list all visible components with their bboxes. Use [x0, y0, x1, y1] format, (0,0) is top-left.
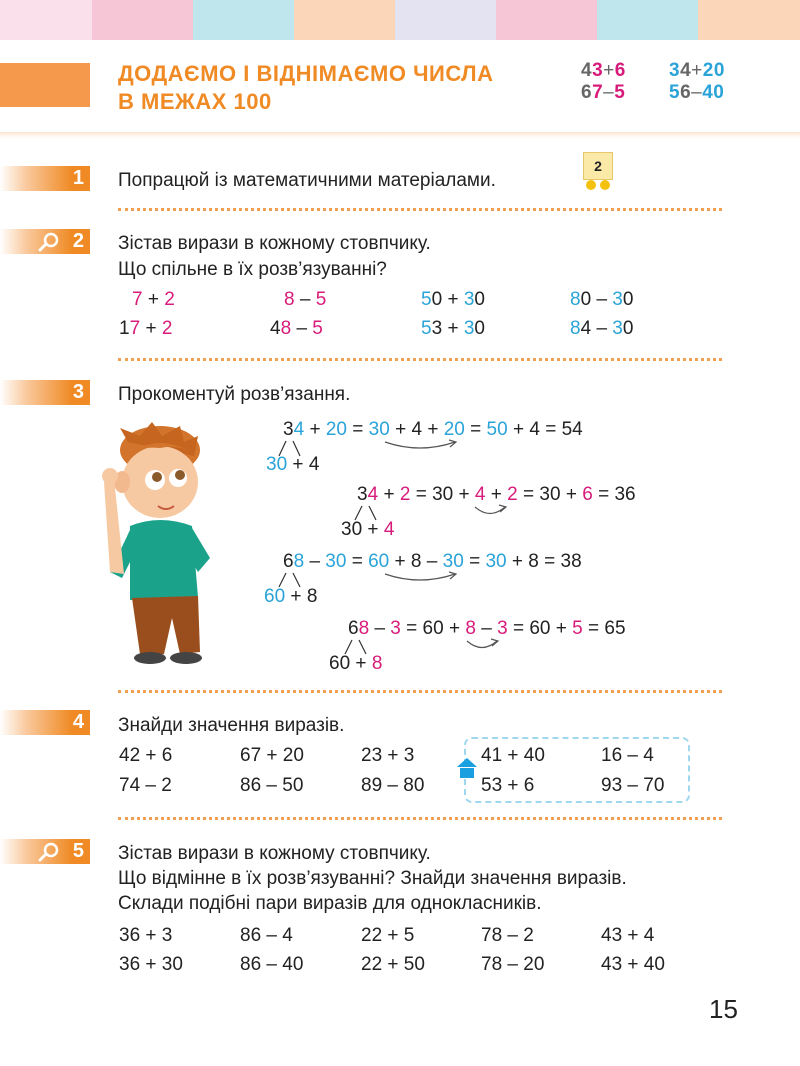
task-1-number: 1 — [72, 167, 84, 189]
task-4-tab — [0, 710, 90, 735]
task-2-number: 2 — [72, 230, 84, 252]
task-4-expr: 16 – 4 — [601, 745, 654, 766]
task-5-expr: 22 + 50 — [361, 954, 425, 975]
task-2-expr-r1c1: 7 + 2 — [132, 289, 175, 310]
task-3-split-3: 60 + 8 — [264, 586, 318, 607]
task-1-text: Попрацюй із математичними матеріалами. — [118, 170, 496, 191]
page-number: 15 — [709, 994, 738, 1024]
task-3-number: 3 — [72, 381, 84, 403]
task-5-expr: 43 + 40 — [601, 954, 665, 975]
divider — [118, 817, 722, 820]
title-line-1: ДОДАЄМО І ВІДНІМАЄМО ЧИСЛА — [118, 61, 494, 86]
task-4-expr: 93 – 70 — [601, 775, 665, 796]
task-4-expr: 41 + 40 — [481, 745, 545, 766]
task-2-expr-r1c2: 8 – 5 — [284, 289, 327, 310]
task-2-expr-r1c3: 50 + 30 — [421, 289, 485, 310]
task-5-expr: 78 – 2 — [481, 925, 534, 946]
task-4-expr: 89 – 80 — [361, 775, 425, 796]
header-example-2: 67–5 — [581, 82, 626, 103]
task-2-expr-r1c4: 80 – 30 — [570, 289, 634, 310]
task-2-expr-r2c2: 48 – 5 — [270, 318, 323, 339]
header-example-4: 56–40 — [669, 82, 725, 103]
house-icon — [456, 757, 478, 779]
task-5-expr: 86 – 40 — [240, 954, 304, 975]
task-5-expr: 78 – 20 — [481, 954, 545, 975]
task-1-badge: 2 — [583, 152, 613, 180]
task-5-line-2: Що відмінне в їх розв’язуванні? Знайди значення виразів. — [118, 868, 627, 889]
task-3-equation-2: 34 + 2 = 30 + 4 + 2 = 30 + 6 = 36 — [357, 484, 636, 505]
task-2-expr-r2c3: 53 + 30 — [421, 318, 485, 339]
task-3-split-2: 30 + 4 — [341, 519, 395, 540]
task-4-expr: 74 – 2 — [119, 775, 172, 796]
divider — [118, 690, 722, 693]
task-5-number: 5 — [72, 840, 84, 862]
task-2-line-1: Зістав вирази в кожному стовпчику. — [118, 233, 431, 254]
task-2-line-2: Що спільне в їх розв’язуванні? — [118, 259, 387, 280]
task-5-line-1: Зістав вирази в кожному стовпчику. — [118, 843, 431, 864]
task-2-expr-r2c1: 17 + 2 — [119, 318, 173, 339]
task-4-expr: 42 + 6 — [119, 745, 173, 766]
task-3-equation-3: 68 – 30 = 60 + 8 – 30 = 30 + 8 = 38 — [283, 551, 582, 572]
task-5-expr: 36 + 3 — [119, 925, 173, 946]
task-5-expr: 43 + 4 — [601, 925, 655, 946]
task-4-expr: 23 + 3 — [361, 745, 415, 766]
task-4-expr: 67 + 20 — [240, 745, 304, 766]
task-5-expr: 36 + 30 — [119, 954, 183, 975]
task-5-expr: 86 – 4 — [240, 925, 293, 946]
header-example-1: 43+6 — [581, 60, 626, 81]
task-3-text: Прокоментуй розв’язання. — [118, 384, 351, 405]
task-4-number: 4 — [72, 711, 84, 733]
task-5-expr: 22 + 5 — [361, 925, 415, 946]
task-3-split-1: 30 + 4 — [266, 454, 320, 475]
task-3-split-4: 60 + 8 — [329, 653, 383, 674]
task-2-expr-r2c4: 84 – 30 — [570, 318, 634, 339]
task-3-equation-1: 34 + 20 = 30 + 4 + 20 = 50 + 4 = 54 — [283, 419, 583, 440]
task-5-line-3: Склади подібні пари виразів для однокласників. — [118, 893, 542, 914]
task-3-equation-4: 68 – 3 = 60 + 8 – 3 = 60 + 5 = 65 — [348, 618, 626, 639]
task-4-text: Знайди значення виразів. — [118, 715, 345, 736]
task-4-expr: 53 + 6 — [481, 775, 535, 796]
title-line-2: В МЕЖАХ 100 — [118, 89, 272, 114]
magnifier-icon — [38, 842, 60, 862]
header-example-3: 34+20 — [669, 60, 725, 81]
task-5-tab — [0, 839, 90, 864]
task-4-expr: 86 – 50 — [240, 775, 304, 796]
